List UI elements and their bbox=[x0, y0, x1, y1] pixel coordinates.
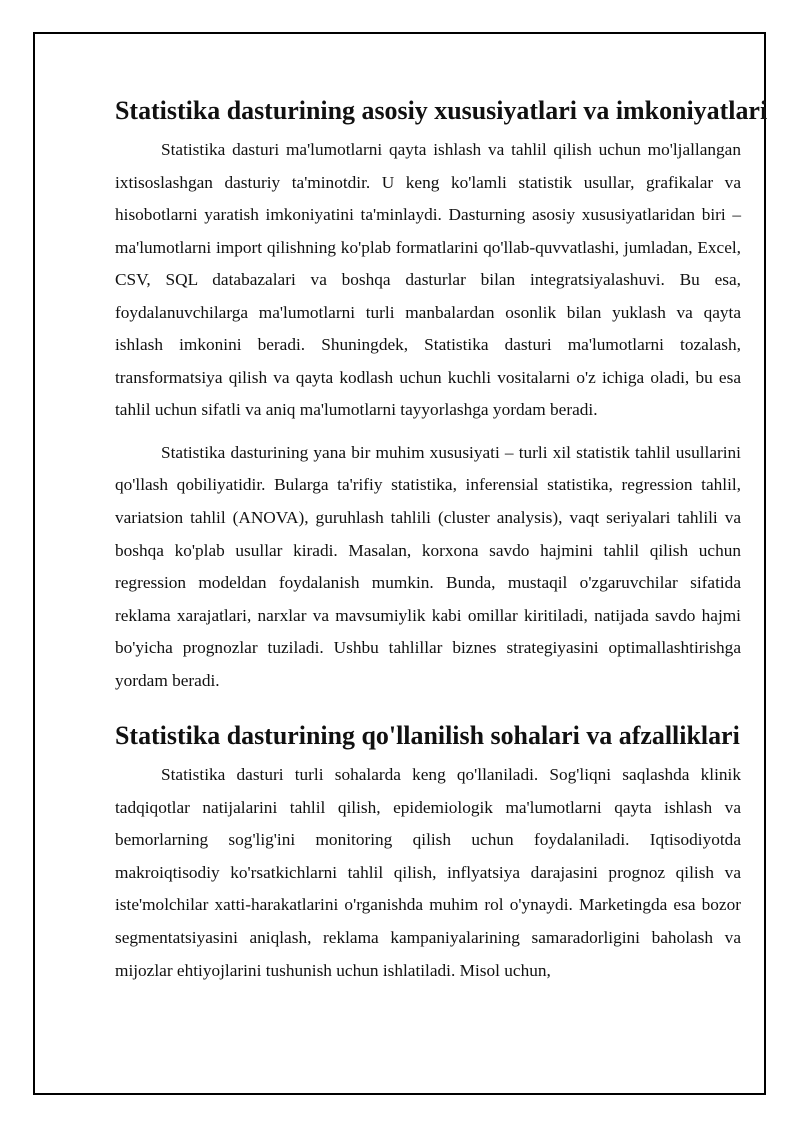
document-body bbox=[115, 96, 768, 987]
section-heading-features: Statistika dasturining asosiy xususiyatlari va imkoniyatlari bbox=[115, 96, 768, 125]
paragraph-features-intro: Statistika dasturi ma'lumotlarni qayta ishlash va tahlil qilish uchun mo'ljallangan ixtisoslashgan dasturiy ta'minotdir. U keng ko'lamli statistik usullar, grafikalar va hisobotlarni yaratish imkoniyatini ta'minlaydi. Dasturning asosiy xususiyatlaridan biri – ma'lumotlarni import qilishning ko'plab formatlarini qo'llab-quvvatlashi, jumladan, Excel, CSV, SQL databazalari va boshqa dasturlar bilan integratsiyalashuvi. Bu esa, foydalanuvchilarga ma'lumotlarni turli manbalardan osonlik bilan yuklash va qayta ishlash imkonini beradi. Shuningdek, Statistika dasturi ma'lumotlarni tozalash, transformatsiya qilish va qayta kodlash uchun kuchli vositalarni o'z ichiga oladi, bu esa tahlil uchun sifatli va aniq ma'lumotlarni tayyorlashga yordam beradi. bbox=[115, 140, 741, 420]
paragraph-applications: Statistika dasturi turli sohalarda keng qo'llaniladi. Sog'liqni saqlashda klinik tadqiqotlar natijalarini tahlil qilish, epidemiologik ma'lumotlarni qayta ishlash va bemorlarning sog'lig'ini monitoring qilish uchun foydalaniladi. Iqtisodiyotda makroiqtisodiy ko'rsatkichlarni tahlil qilish, inflyatsiya darajasini prognoz qilish va iste'molchilar xatti-harakatlarini o'rganishda muhim rol o'ynaydi. Marketingda esa bozor segmentatsiyasini aniqlash, reklama kampaniyalarining samaradorligini baholash va mijozlar ehtiyojlarini tushunish uchun ishlatiladi. Misol uchun, bbox=[115, 765, 741, 980]
paragraph-features-methods: Statistika dasturining yana bir muhim xususiyati – turli xil statistik tahlil usullarini qo'llash qobiliyatidir. Bularga ta'rifiy statistika, inferensial statistika, regression tahlil, variatsion tahlil (ANOVA), guruhlash tahlili (cluster analysis), vaqt seriyalari tahlili va boshqa ko'plab usullar kiradi. Masalan, korxona savdo hajmini tahlil qilish uchun regression modeldan foydalanish mumkin. Bunda, mustaqil o'zgaruvchilar sifatida reklama xarajatlari, narxlar va mavsumiylik kabi omillar kiritiladi, natijada savdo hajmi bo'yicha prognozlar tuziladi. Ushbu tahlillar biznes strategiyasini optimallashtirishga yordam beradi. bbox=[115, 442, 741, 690]
section-heading-applications: Statistika dasturining qo'llanilish sohalari va afzalliklari bbox=[115, 721, 740, 751]
